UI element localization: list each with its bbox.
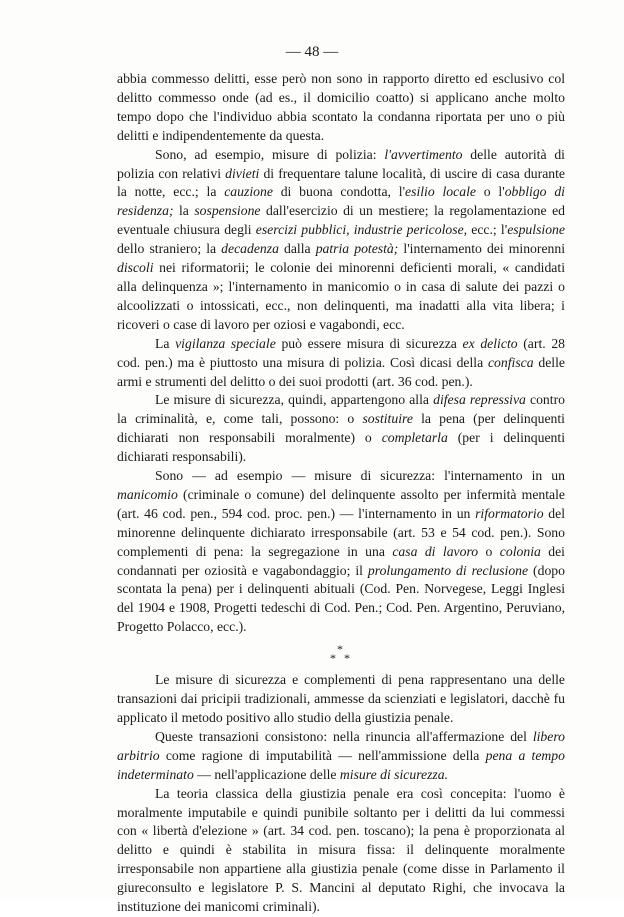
text-run: contro la criminalità, e, come tali, possono: o (117, 392, 565, 427)
italic-term: prolungamento di reclusione (367, 562, 529, 578)
paragraph-2 (117, 146, 565, 335)
text-run: (art. 28 cod. pen.) ma è piuttosto una misura di polizia. Così dicasi della (117, 335, 566, 370)
italic-term: confisca (487, 354, 534, 370)
text-run: — nell'applicazione delle (193, 766, 340, 782)
italic-term: discoli (117, 260, 154, 276)
italic-term: completarla (381, 430, 448, 446)
italic-term: decadenza (221, 241, 279, 257)
text-run: (dopo scontata la pena) per i delinquenti abituali (Cod. Pen. Norvegese, Leggi Inglesi del 1904 e 1908, Progetti tedeschi di Cod. Pen.; Cod. Pen. Argentino, Peruviano, Progetto Polacco, ecc.). (117, 562, 565, 635)
text-run: dalla (278, 241, 316, 257)
italic-term: ex delicto (462, 335, 518, 351)
italic-term: riformatorio (475, 505, 544, 521)
text-run: di frequentare talune località, di uscire di casa durante la notte, ecc.; la (117, 165, 565, 200)
text-run: l'internamento dei minorenni (398, 241, 566, 257)
italic-term: sospensione (194, 203, 261, 219)
asterisk-top: * (337, 642, 343, 657)
text-run: di buona condotta, l' (272, 184, 406, 200)
italic-term: misure di sicurezza. (339, 766, 449, 782)
text-run: dei condannati per oziosità e vagabondaggio; il (117, 543, 565, 578)
italic-term: l'avvertimento (384, 146, 463, 162)
text-run: Le misure di sicurezza e complementi di pena rappresentano una delle transazioni dai pricipii tradizionali, ammesse da scienziati e legislatori, dacchè fu applicato il metodo positivo allo studio della giustizia penale. (117, 672, 565, 725)
section-separator (117, 637, 565, 671)
text-run: la pena (per delinquenti dichiarati non responsabili moralmente) o (117, 411, 565, 446)
text-run: dall'esercizio di un mestiere; la regolamentazione ed eventuale chiusura degli (117, 203, 565, 238)
text-run: Queste transazioni consistono: nella rinuncia all'affermazione del (155, 728, 533, 744)
text-run: ecc.; l' (467, 222, 508, 238)
text-run: delle autorità di polizia con relativi (117, 146, 565, 181)
italic-term: obbligo di residenza; (117, 184, 565, 219)
italic-term: pena a tempo indeterminato (117, 747, 565, 782)
paragraph-1 (117, 70, 565, 146)
paragraph-7 (117, 728, 565, 785)
italic-term: espulsione (507, 222, 565, 238)
italic-term: divieti (225, 165, 260, 181)
text-run: abbia commesso delitti, esse però non sono in rapporto diretto ed esclusivo col delitto commesso onde (ad es., il domicilio coatto) si applicano anche molto tempo dopo che l'individuo abbia scontato la condanna riportata per uno o più delitti e indipendentemente da questa. (117, 71, 565, 143)
text-run: può essere misura di sicurezza (275, 335, 463, 351)
text-run: delle armi e strumenti del delitto o dei suoi prodotti (art. 36 cod. pen.). (117, 354, 565, 389)
italic-term: esilio locale (405, 184, 476, 200)
text-run: Le misure di sicurezza, quindi, appartengono alla (155, 392, 434, 408)
text-run: o (478, 543, 500, 559)
italic-term: esercizi pubblici, industrie pericolose, (255, 222, 468, 238)
text-run: La teoria classica della giustizia penale era così concepita: l'uomo è moralmente imputabile e quindi punibile soltanto per i delitti da lui commessi con « libertà d'elezione » (art. 34 cod. pen. toscano); la pena è proporzionata al delitto e quindi è stabilita in misura fissa: il delinquente moralmente irresponsabile non appartiene alla giustizia penale (come disse in Parlamento il giureconsulto e legislatore P. S. Mancini al deputato Righi, che invocava la instituzione dei manicomi criminali). (117, 785, 565, 915)
text-run: Sono, ad esempio, misure di polizia: (155, 146, 385, 162)
paragraph-6 (117, 671, 565, 728)
text-run: come ragione di imputabilità — nell'ammissione della (159, 747, 486, 763)
text-run: del minorenne delinquente dichiarato irresponsabile (art. 53 e 54 cod. pen.). Sono complementi di pena: la segregazione in una (117, 505, 565, 559)
italic-term: manicomio (117, 486, 178, 502)
text-run: o l' (475, 184, 505, 200)
paragraph-4 (117, 391, 565, 467)
italic-term: casa di lavoro (392, 543, 479, 559)
italic-term: difesa repressiva (433, 392, 526, 408)
paragraph-3 (117, 335, 565, 392)
asterisk-left: * (330, 651, 336, 666)
text-run: dello straniero; la (117, 241, 222, 257)
text-run: Sono — ad esempio — misure di sicurezza: l'internamento in un (155, 468, 565, 484)
paragraph-8 (117, 785, 565, 917)
italic-term: vigilanza speciale (175, 335, 276, 351)
paragraph-5 (117, 467, 565, 637)
text-run: (criminale o comune) del delinquente assolto per infermità mentale (art. 46 cod. pen., 594 cod. proc. pen.) — l'internamento in un (117, 486, 565, 521)
italic-term: libero arbitrio (117, 728, 565, 763)
italic-term: colonia (499, 543, 541, 559)
text-run: La (155, 335, 176, 351)
asterisk-right: * (344, 651, 350, 666)
italic-term: sostituire (362, 411, 413, 427)
body-text (117, 70, 565, 917)
text-run: nei riformatorii; le colonie dei minorenni deficienti morali, « candidati alla delinquenza »; l'internamento in manicomio o in casa di salute dei pazzi o alcoolizzati o intossicati, ecc., non delinquenti, ma inadatti alla vita libera; i ricoveri o case di lavoro per oziosi e vagabondi, ecc. (117, 260, 565, 332)
text-run: (per i delinquenti dichiarati responsabili). (117, 430, 565, 465)
italic-term: cauzione (224, 184, 273, 200)
page-number: — 48 — (285, 44, 339, 60)
text-run: la (173, 203, 195, 219)
italic-term: patria potestà; (315, 241, 399, 257)
